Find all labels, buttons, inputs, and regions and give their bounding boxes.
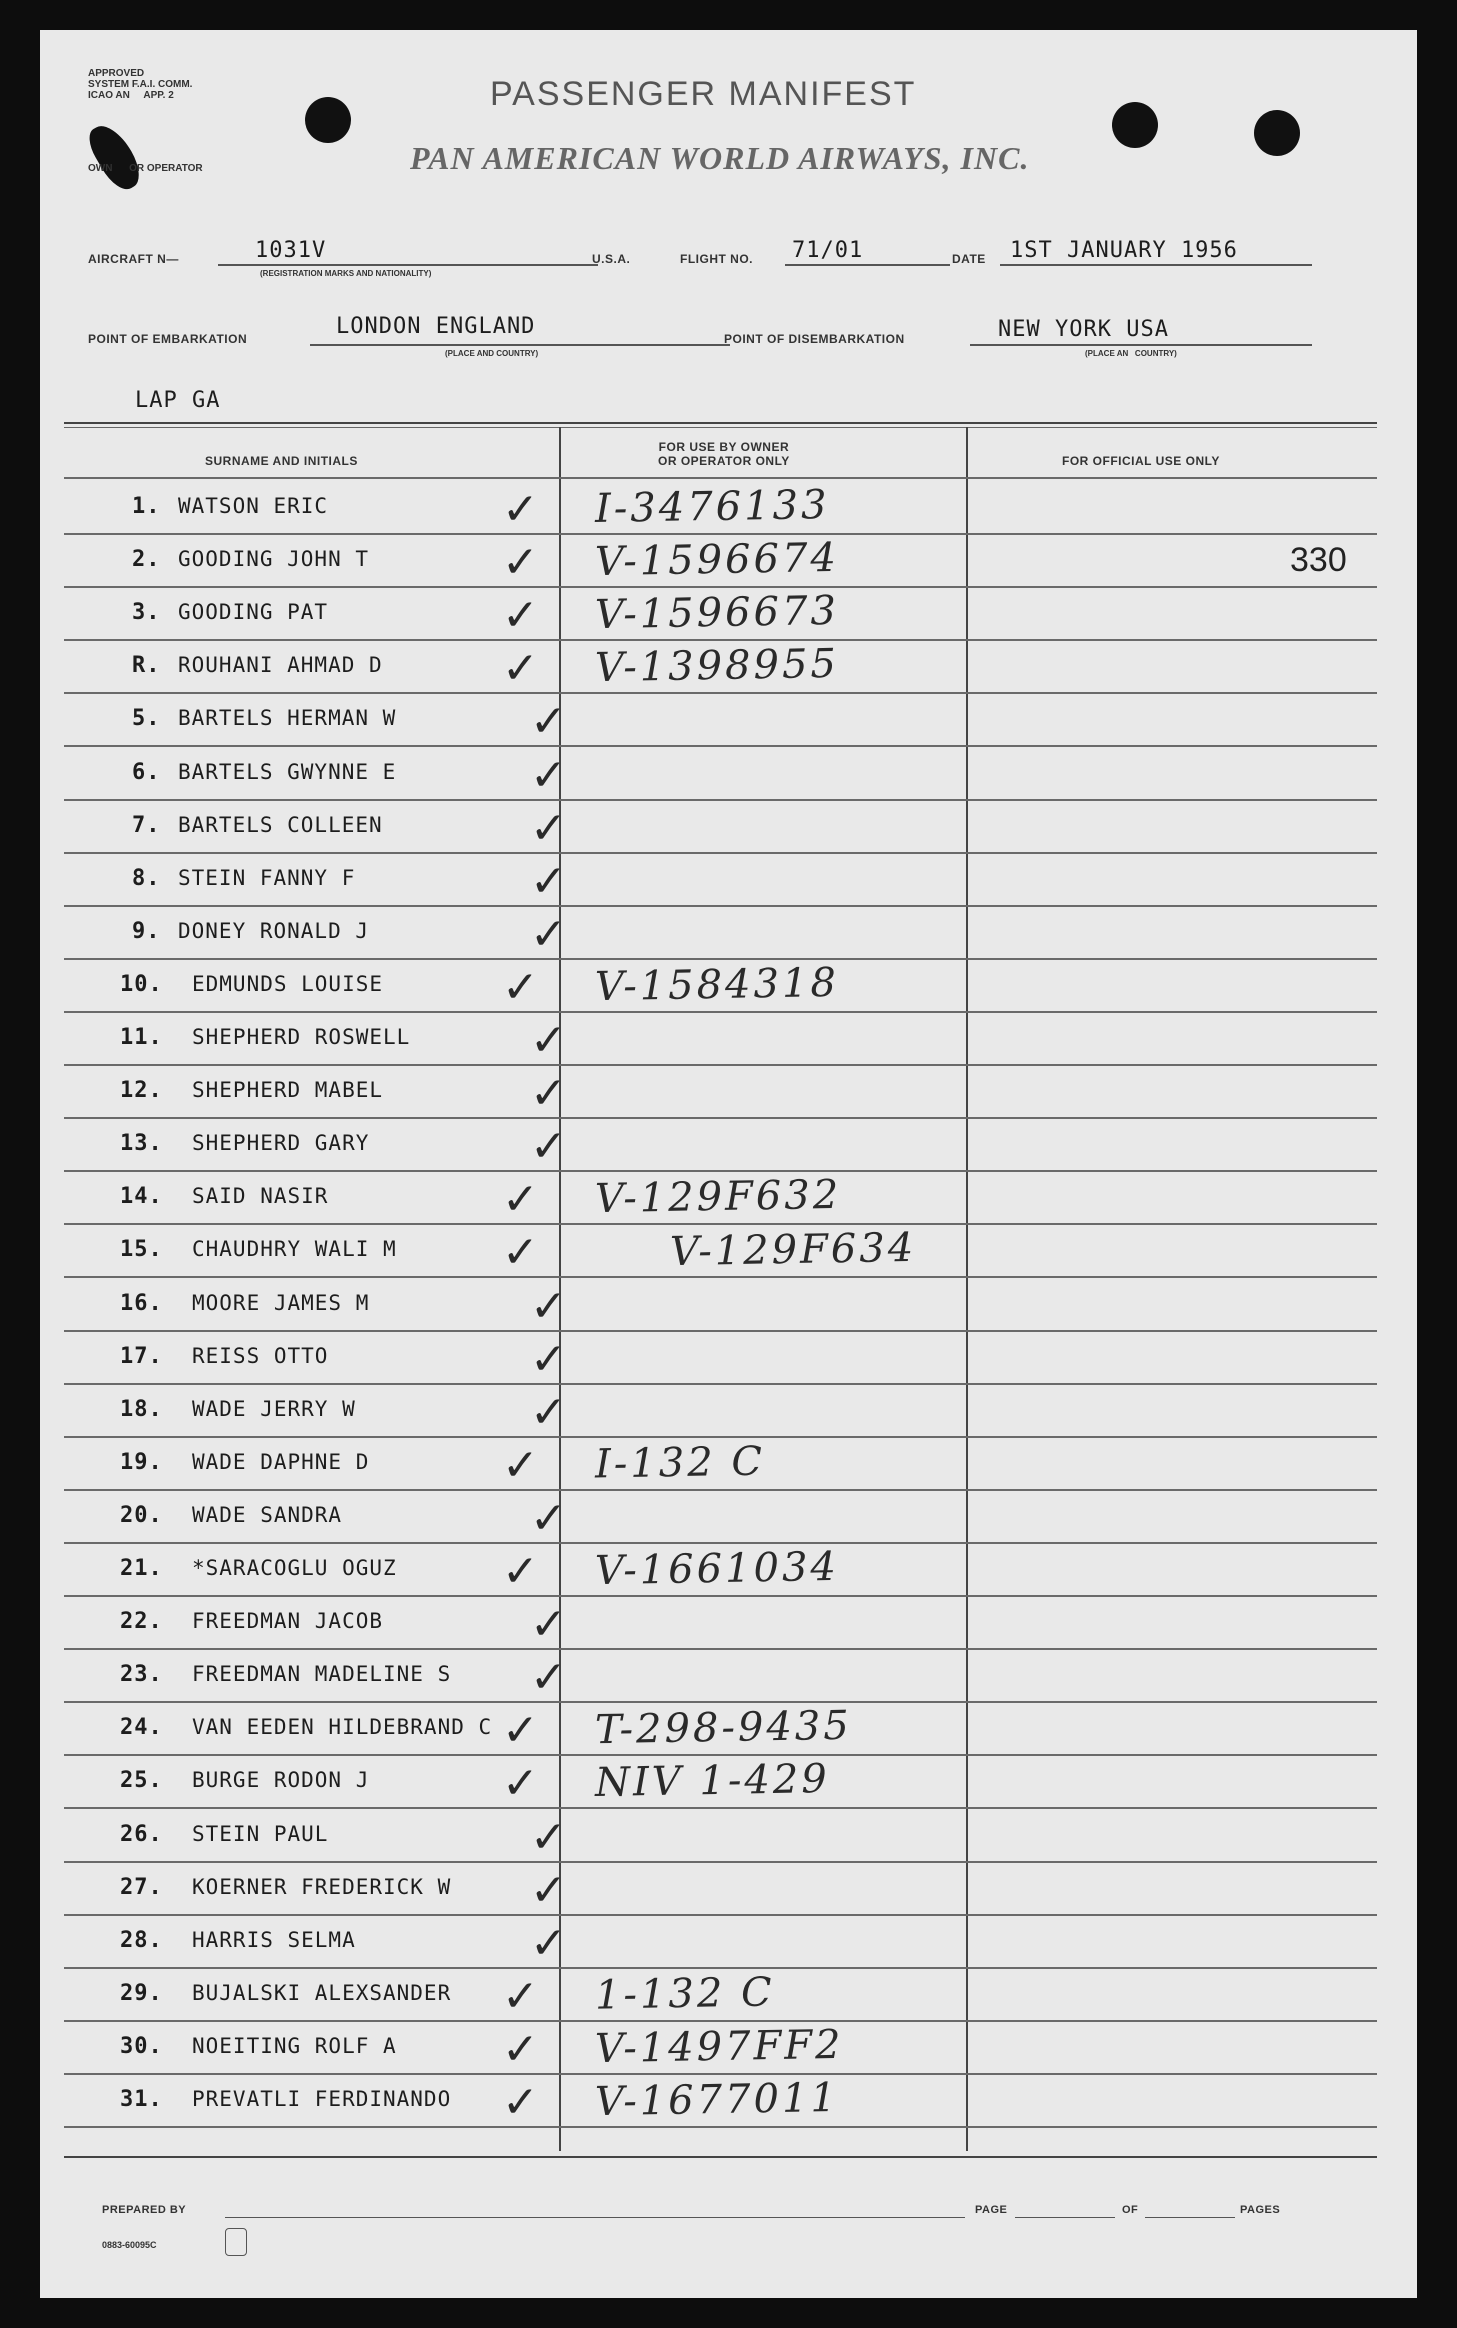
form-code: 0883-60095C	[102, 2240, 157, 2250]
passenger-name: ROUHANI AHMAD D	[178, 653, 383, 678]
approval-line: SYSTEM F.A.I. COMM.	[88, 79, 193, 90]
table-row	[40, 1969, 1417, 2022]
check-mark: ✓	[502, 537, 539, 589]
check-mark: ✓	[502, 590, 539, 642]
of-label: OF	[1122, 2204, 1139, 2216]
punch-hole-right-2	[1254, 110, 1300, 156]
check-mark: ✓	[530, 1386, 567, 1438]
row-divider	[64, 2126, 1377, 2128]
usa-label: U.S.A.	[592, 252, 631, 266]
approval-line: APPROVED	[88, 68, 145, 79]
check-mark: ✓	[530, 908, 567, 960]
column-header-owner: FOR USE BY OWNER OR OPERATOR ONLY	[658, 440, 790, 468]
manifest-sheet	[40, 30, 1417, 2298]
passenger-name: REISS OTTO	[192, 1343, 329, 1368]
disembark-caption: (PLACE AN COUNTRY)	[1085, 349, 1177, 358]
passenger-number: 30.	[120, 2033, 163, 2059]
page-label: PAGE	[975, 2204, 1008, 2216]
table-row	[40, 1013, 1417, 1066]
passenger-number: 28.	[120, 1927, 163, 1953]
passenger-name: FREEDMAN JACOB	[192, 1609, 384, 1634]
punch-hole-left	[305, 97, 351, 143]
visa-number: V-129F632	[594, 1172, 842, 1223]
passenger-name: BARTELS HERMAN W	[178, 706, 397, 731]
table-row	[40, 854, 1417, 907]
note-text: LAP GA	[135, 388, 221, 413]
passenger-number: 5.	[132, 706, 161, 732]
passenger-name: EDMUNDS LOUISE	[192, 971, 384, 996]
table-row	[40, 748, 1417, 801]
table-row	[40, 1385, 1417, 1438]
table-row	[40, 1703, 1417, 1756]
passenger-name: WATSON ERIC	[178, 494, 329, 518]
check-mark: ✓	[530, 1492, 567, 1544]
visa-number: I-132 C	[594, 1438, 766, 1488]
table-row	[40, 960, 1417, 1013]
embark-label: POINT OF EMBARKATION	[88, 332, 248, 346]
table-row	[40, 1810, 1417, 1863]
check-mark: ✓	[502, 961, 539, 1013]
column-header-official: FOR OFFICIAL USE ONLY	[1062, 454, 1220, 468]
passenger-name: PREVATLI FERDINANDO	[192, 2087, 452, 2111]
passenger-name: GOODING PAT	[178, 600, 329, 625]
visa-number: NIV 1-429	[594, 1756, 831, 1807]
date-label: DATE	[952, 252, 986, 266]
check-mark: ✓	[502, 1758, 539, 1810]
visa-number: V-1596673	[594, 588, 840, 639]
passenger-number: 18.	[120, 1396, 163, 1422]
passenger-number: 15.	[120, 1237, 163, 1263]
passenger-number: 1.	[132, 494, 161, 519]
passenger-number: 27.	[120, 1874, 163, 1900]
date-value: 1ST JANUARY 1956	[1010, 238, 1238, 263]
airline-name: PAN AMERICAN WORLD AIRWAYS, INC.	[410, 140, 1030, 176]
aircraft-value: 1031V	[255, 238, 327, 263]
passenger-number: 29.	[120, 1980, 163, 2006]
passenger-name: WADE DAPHNE D	[192, 1449, 370, 1474]
passenger-name: SHEPHERD MABEL	[192, 1078, 384, 1103]
check-mark: ✓	[502, 484, 539, 535]
check-mark: ✓	[502, 1705, 539, 1757]
passenger-number: R.	[132, 653, 161, 679]
approval-block	[88, 68, 192, 101]
aircraft-label: AIRCRAFT N—	[88, 252, 179, 266]
passenger-name: STEIN FANNY F	[178, 865, 356, 890]
passenger-name: WADE JERRY W	[192, 1396, 356, 1421]
visa-number: V-1584318	[594, 959, 840, 1011]
visa-number: V-1661034	[594, 1543, 840, 1595]
flight-value: 71/01	[792, 238, 864, 263]
passenger-number: 10.	[120, 971, 163, 997]
visa-number: I-3476133	[594, 481, 830, 533]
check-mark: ✓	[530, 802, 567, 854]
table-row	[40, 1332, 1417, 1385]
passenger-number: 23.	[120, 1662, 163, 1688]
approval-line: ICAO AN APP. 2	[88, 90, 174, 101]
table-row	[40, 1863, 1417, 1916]
passenger-name: SAID NASIR	[192, 1184, 329, 1209]
table-row	[40, 482, 1417, 535]
check-mark: ✓	[502, 2077, 539, 2128]
passenger-number: 20.	[120, 1502, 163, 1528]
visa-number: T-298-9435	[594, 1703, 853, 1754]
passenger-number: 12.	[120, 1078, 163, 1104]
table-row	[40, 1172, 1417, 1225]
passenger-name: DONEY RONALD J	[178, 918, 370, 943]
pages-label: PAGES	[1240, 2204, 1281, 2216]
passenger-number: 24.	[120, 1715, 163, 1741]
check-mark: ✓	[530, 1015, 567, 1066]
passenger-number: 19.	[120, 1449, 163, 1475]
visa-number: V-1677011	[594, 2074, 840, 2126]
check-mark: ✓	[530, 749, 567, 801]
passenger-name: STEIN PAUL	[192, 1821, 329, 1846]
table-row	[40, 1225, 1417, 1278]
printed-in-usa-stamp	[225, 2228, 247, 2256]
passenger-name: WADE SANDRA	[192, 1502, 343, 1527]
passenger-number: 17.	[120, 1343, 163, 1369]
check-mark: ✓	[502, 2023, 539, 2075]
passenger-name: VAN EEDEN HILDEBRAND C	[192, 1715, 493, 1740]
passenger-number: 11.	[120, 1025, 163, 1050]
table-row	[40, 1597, 1417, 1650]
table-row	[40, 801, 1417, 854]
table-row	[40, 588, 1417, 641]
check-mark: ✓	[530, 1280, 567, 1332]
ink-blot	[83, 118, 147, 196]
passenger-name: CHAUDHRY WALI M	[192, 1237, 397, 1262]
check-mark: ✓	[502, 1970, 539, 2022]
check-mark: ✓	[530, 696, 567, 748]
passenger-number: 26.	[120, 1821, 163, 1847]
passenger-number: 6.	[132, 759, 161, 785]
table-row	[40, 1491, 1417, 1544]
passenger-name: GOODING JOHN T	[178, 547, 370, 572]
table-row	[40, 1756, 1417, 1809]
disembark-label: POINT OF DISEMBARKATION	[724, 332, 905, 346]
check-mark: ✓	[530, 1917, 567, 1969]
table-row	[40, 694, 1417, 747]
table-row	[40, 1650, 1417, 1703]
passenger-name: SHEPHERD GARY	[192, 1131, 370, 1156]
table-row	[40, 907, 1417, 960]
check-mark: ✓	[530, 1121, 567, 1173]
passenger-name: BARTELS COLLEEN	[178, 812, 383, 837]
check-mark: ✓	[530, 1864, 567, 1916]
passenger-number: 8.	[132, 865, 161, 891]
table-row	[40, 641, 1417, 694]
check-mark: ✓	[530, 1068, 567, 1120]
check-mark: ✓	[502, 1546, 539, 1597]
passenger-number: 16.	[120, 1290, 163, 1316]
visa-number: V-1398955	[594, 641, 840, 692]
visa-number: V-1596674	[594, 534, 840, 586]
check-mark: ✓	[530, 1599, 567, 1651]
table-row	[40, 1279, 1417, 1332]
table-row	[40, 1544, 1417, 1597]
disembark-value: NEW YORK USA	[998, 317, 1169, 342]
check-mark: ✓	[530, 1652, 567, 1704]
passenger-number: 21.	[120, 1556, 163, 1581]
prepared-by-label: PREPARED BY	[102, 2204, 187, 2216]
passenger-name: *SARACOGLU OGUZ	[192, 1556, 397, 1580]
table-row	[40, 1119, 1417, 1172]
passenger-number: 22.	[120, 1609, 163, 1635]
check-mark: ✓	[530, 1333, 567, 1385]
owner-operator-label: OWN OR OPERATOR	[88, 163, 203, 174]
visa-number: 1-132 C	[594, 1969, 776, 2019]
passenger-number: 31.	[120, 2087, 163, 2112]
check-mark: ✓	[502, 1227, 539, 1279]
embark-caption: (PLACE AND COUNTRY)	[445, 349, 539, 358]
passenger-name: BURGE RODON J	[192, 1768, 370, 1793]
table-row	[40, 1438, 1417, 1491]
passenger-name: BARTELS GWYNNE E	[178, 759, 397, 784]
check-mark: ✓	[502, 1174, 539, 1226]
table-row	[40, 1916, 1417, 1969]
visa-number: V-129F634	[669, 1225, 917, 1276]
visa-number: V-1497FF2	[594, 2021, 844, 2073]
passenger-number: 7.	[132, 812, 161, 838]
passenger-name: FREEDMAN MADELINE S	[192, 1662, 452, 1687]
passenger-name: MOORE JAMES M	[192, 1290, 370, 1315]
flight-label: FLIGHT NO.	[680, 252, 753, 266]
passenger-number: 3.	[132, 600, 161, 626]
passenger-name: NOEITING ROLF A	[192, 2033, 397, 2058]
column-header-name: SURNAME AND INITIALS	[205, 454, 358, 468]
official-value: 330	[1290, 541, 1347, 580]
passenger-number: 14.	[120, 1184, 163, 1210]
passenger-number: 13.	[120, 1131, 163, 1157]
registration-caption: (REGISTRATION MARKS AND NATIONALITY)	[260, 269, 432, 278]
check-mark: ✓	[502, 1439, 539, 1491]
passenger-number: 9.	[132, 918, 161, 944]
table-row	[40, 535, 1417, 588]
passenger-number: 2.	[132, 547, 161, 573]
punch-hole-right-1	[1112, 102, 1158, 148]
passenger-number: 25.	[120, 1768, 163, 1794]
passenger-name: HARRIS SELMA	[192, 1927, 356, 1952]
check-mark: ✓	[502, 643, 539, 695]
embark-value: LONDON ENGLAND	[336, 314, 536, 339]
check-mark: ✓	[530, 855, 567, 907]
check-mark: ✓	[530, 1811, 567, 1863]
table-row	[40, 2022, 1417, 2075]
passenger-name: KOERNER FREDERICK W	[192, 1874, 452, 1899]
passenger-name: BUJALSKI ALEXSANDER	[192, 1980, 452, 2005]
page-title: PASSENGER MANIFEST	[490, 75, 917, 113]
table-row	[40, 2075, 1417, 2128]
table-row	[40, 1066, 1417, 1119]
passenger-name: SHEPHERD ROSWELL	[192, 1025, 411, 1049]
